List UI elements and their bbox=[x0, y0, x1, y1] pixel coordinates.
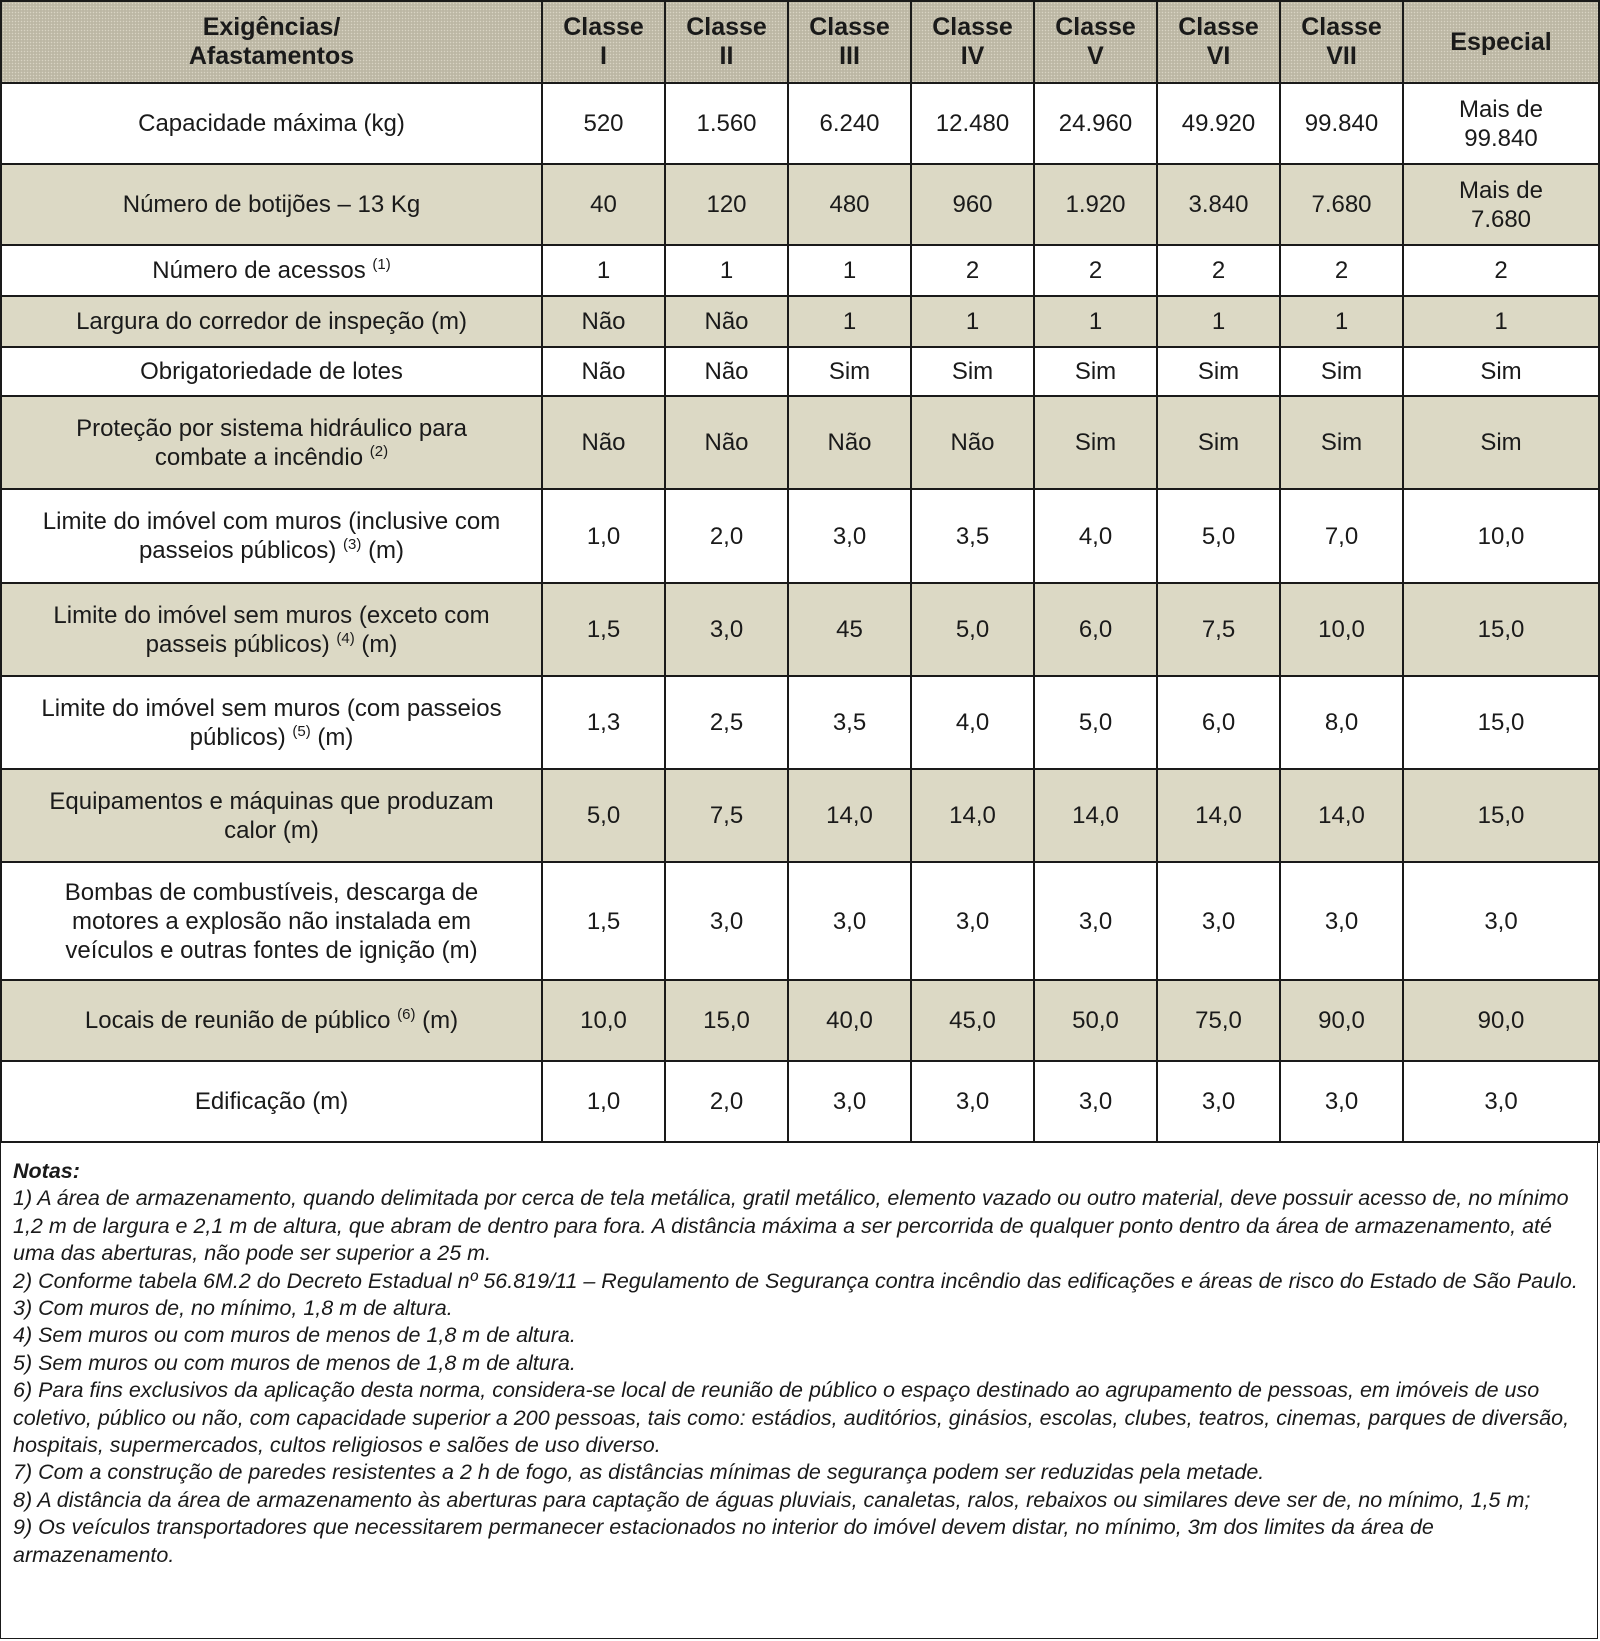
value-cell: 1,0 bbox=[542, 1061, 665, 1142]
row-label-text: passeios públicos) bbox=[138, 537, 337, 564]
value-cell: Sim bbox=[1280, 347, 1403, 396]
value-cell: 1 bbox=[911, 296, 1034, 347]
value-cell: 45,0 bbox=[911, 980, 1034, 1061]
value-cell: 3,0 bbox=[1157, 1061, 1280, 1142]
value-cell: 120 bbox=[665, 164, 788, 245]
value-cell: 10,0 bbox=[1280, 583, 1403, 676]
row-label-text: Proteção por sistema hidráulico para bbox=[76, 414, 467, 442]
footnote-reference: (1) bbox=[372, 256, 391, 273]
value-cell: 14,0 bbox=[911, 769, 1034, 862]
row-label-text: Bombas de combustíveis, descarga de bbox=[64, 878, 479, 906]
header-class-vii bbox=[1280, 1, 1403, 83]
header-text: II bbox=[719, 42, 734, 70]
header-text: Classe bbox=[1301, 13, 1382, 41]
value-cell: Sim bbox=[1034, 396, 1157, 489]
table-row bbox=[1, 862, 1599, 980]
value-cell: 6.240 bbox=[788, 83, 911, 164]
note-item: 3) Com muros de, no mínimo, 1,8 m de altura. bbox=[13, 1296, 453, 1321]
row-label-text: motores a explosão não instalada em bbox=[72, 907, 471, 935]
table-row bbox=[1, 83, 1599, 164]
header-text: Classe bbox=[686, 13, 767, 41]
row-label-text: Equipamentos e máquinas que produzam bbox=[49, 787, 494, 815]
value-cell: 5,0 bbox=[542, 769, 665, 862]
value-cell: 45 bbox=[788, 583, 911, 676]
table-row bbox=[1, 164, 1599, 245]
value-cell: Sim bbox=[1157, 347, 1280, 396]
table-row bbox=[1, 245, 1599, 296]
notes-section bbox=[13, 1158, 1589, 1569]
value-cell: 3,0 bbox=[1034, 1061, 1157, 1142]
row-label-text: Capacidade máxima (kg) bbox=[138, 110, 405, 137]
value-cell: 4,0 bbox=[1034, 489, 1157, 583]
header-class-ii bbox=[665, 1, 788, 83]
row-label bbox=[1, 980, 542, 1061]
value-cell: 10,0 bbox=[542, 980, 665, 1061]
value-cell: Não bbox=[665, 347, 788, 396]
header-class-v bbox=[1034, 1, 1157, 83]
value-cell: 7,5 bbox=[665, 769, 788, 862]
value-cell: 1.560 bbox=[665, 83, 788, 164]
row-label-text: Número de acessos bbox=[152, 257, 366, 284]
value-cell: 5,0 bbox=[1157, 489, 1280, 583]
row-label-text: Obrigatoriedade de lotes bbox=[140, 358, 403, 385]
row-label-unit: (m) bbox=[317, 723, 354, 751]
header-row bbox=[1, 1, 1599, 83]
value-cell: 3,0 bbox=[788, 489, 911, 583]
row-label-text: públicos) bbox=[189, 723, 286, 751]
value-cell: 15,0 bbox=[665, 980, 788, 1061]
note-item: 2) Conforme tabela 6M.2 do Decreto Estadual nº 56.819/11 – Regulamento de Segurança contra incêndio das edificações e áreas de risco do Estado de São Paulo. bbox=[13, 1268, 1578, 1293]
value-cell: 1,5 bbox=[542, 862, 665, 980]
value-cell: Não bbox=[542, 296, 665, 347]
row-label bbox=[1, 296, 542, 347]
row-label-text: Limite do imóvel sem muros (com passeios bbox=[41, 694, 502, 722]
row-label-unit: (m) bbox=[361, 630, 398, 658]
value-cell: 1,3 bbox=[542, 676, 665, 769]
value-cell: Sim bbox=[1034, 347, 1157, 396]
value-cell: 2 bbox=[1034, 245, 1157, 296]
note-item: 5) Sem muros ou com muros de menos de 1,8 m de altura. bbox=[13, 1350, 576, 1375]
special-cell: 3,0 bbox=[1403, 1061, 1599, 1142]
value-cell: 3,0 bbox=[1280, 862, 1403, 980]
special-text: Mais de bbox=[1458, 176, 1544, 204]
value-cell: 99.840 bbox=[1280, 83, 1403, 164]
header-text: VII bbox=[1326, 42, 1357, 70]
header-class-i bbox=[542, 1, 665, 83]
row-label-text: veículos e outras fontes de ignição (m) bbox=[65, 936, 478, 964]
value-cell: Não bbox=[665, 396, 788, 489]
value-cell: 12.480 bbox=[911, 83, 1034, 164]
special-cell bbox=[1403, 164, 1599, 245]
value-cell: 14,0 bbox=[788, 769, 911, 862]
row-label bbox=[1, 769, 542, 862]
value-cell: Sim bbox=[1280, 396, 1403, 489]
value-cell: 480 bbox=[788, 164, 911, 245]
special-text: 99.840 bbox=[1464, 124, 1538, 152]
value-cell: 1 bbox=[1280, 296, 1403, 347]
value-cell: Não bbox=[665, 296, 788, 347]
special-cell: 3,0 bbox=[1403, 862, 1599, 980]
value-cell: 7,5 bbox=[1157, 583, 1280, 676]
value-cell: 3,0 bbox=[1280, 1061, 1403, 1142]
special-cell: 1 bbox=[1403, 296, 1599, 347]
row-label bbox=[1, 489, 542, 583]
value-cell: 50,0 bbox=[1034, 980, 1157, 1061]
header-text: Classe bbox=[809, 13, 890, 41]
value-cell: 1 bbox=[1157, 296, 1280, 347]
value-cell: Sim bbox=[788, 347, 911, 396]
header-text: Classe bbox=[563, 13, 644, 41]
header-text: Especial bbox=[1450, 27, 1552, 56]
footnote-reference: (4) bbox=[336, 629, 355, 647]
value-cell: Sim bbox=[911, 347, 1034, 396]
value-cell: 2,0 bbox=[665, 489, 788, 583]
special-cell: Sim bbox=[1403, 347, 1599, 396]
value-cell: 1,5 bbox=[542, 583, 665, 676]
row-label-text: combate a incêndio bbox=[154, 443, 364, 471]
header-class-vi bbox=[1157, 1, 1280, 83]
value-cell: Não bbox=[542, 347, 665, 396]
value-cell: 7,0 bbox=[1280, 489, 1403, 583]
header-text: I bbox=[600, 42, 607, 70]
note-item: 9) Os veículos transportadores que necessitarem permanecer estacionados no interior do imóvel devem distar, no mínimo, 3m dos limites da área de armazenamento. bbox=[13, 1515, 1434, 1567]
note-item: 7) Com a construção de paredes resistentes a 2 h de fogo, as distâncias mínimas de segurança podem ser reduzidas pela metade. bbox=[13, 1460, 1265, 1485]
header-class-iv bbox=[911, 1, 1034, 83]
value-cell: 14,0 bbox=[1157, 769, 1280, 862]
value-cell: 1,0 bbox=[542, 489, 665, 583]
header-text: VI bbox=[1206, 42, 1231, 70]
value-cell: 6,0 bbox=[1034, 583, 1157, 676]
value-cell: 2 bbox=[1157, 245, 1280, 296]
value-cell: 5,0 bbox=[1034, 676, 1157, 769]
value-cell: 2,5 bbox=[665, 676, 788, 769]
row-label-unit: (m) bbox=[368, 537, 405, 564]
value-cell: 40 bbox=[542, 164, 665, 245]
value-cell: 1 bbox=[665, 245, 788, 296]
value-cell: 5,0 bbox=[911, 583, 1034, 676]
value-cell: 6,0 bbox=[1157, 676, 1280, 769]
row-label-text: Limite do imóvel com muros (inclusive com bbox=[42, 508, 501, 535]
row-label bbox=[1, 164, 542, 245]
row-label-text: Largura do corredor de inspeção (m) bbox=[76, 308, 467, 335]
value-cell: 3,0 bbox=[788, 862, 911, 980]
value-cell: 3,0 bbox=[665, 583, 788, 676]
header-class-iii bbox=[788, 1, 911, 83]
table-row bbox=[1, 980, 1599, 1061]
row-label bbox=[1, 396, 542, 489]
value-cell: 520 bbox=[542, 83, 665, 164]
table-body bbox=[1, 83, 1599, 1142]
value-cell: 3,0 bbox=[1034, 862, 1157, 980]
notes-title: Notas: bbox=[13, 1159, 80, 1183]
value-cell: 3,0 bbox=[911, 862, 1034, 980]
header-text: V bbox=[1087, 42, 1104, 70]
special-cell: 2 bbox=[1403, 245, 1599, 296]
value-cell: 2 bbox=[1280, 245, 1403, 296]
value-cell: 3.840 bbox=[1157, 164, 1280, 245]
row-label-text: Locais de reunião de público bbox=[84, 1007, 391, 1034]
header-requirements bbox=[1, 1, 542, 83]
value-cell: 3,0 bbox=[1157, 862, 1280, 980]
value-cell: 4,0 bbox=[911, 676, 1034, 769]
footnote-reference: (5) bbox=[292, 722, 311, 740]
special-cell: 15,0 bbox=[1403, 676, 1599, 769]
row-label-text: Edificação (m) bbox=[194, 1088, 349, 1115]
header-text: Classe bbox=[1178, 13, 1259, 41]
special-cell bbox=[1403, 83, 1599, 164]
value-cell: 90,0 bbox=[1280, 980, 1403, 1061]
row-label-unit: (m) bbox=[422, 1007, 459, 1034]
row-label-text: Número de botijões – 13 Kg bbox=[122, 191, 421, 218]
special-cell: 15,0 bbox=[1403, 769, 1599, 862]
row-label bbox=[1, 676, 542, 769]
value-cell: 24.960 bbox=[1034, 83, 1157, 164]
table-row bbox=[1, 583, 1599, 676]
table-row bbox=[1, 676, 1599, 769]
special-cell: 90,0 bbox=[1403, 980, 1599, 1061]
header-text: III bbox=[839, 42, 860, 70]
value-cell: 960 bbox=[911, 164, 1034, 245]
note-item: 8) A distância da área de armazenamento às aberturas para captação de águas pluviais, canaletas, ralos, rebaixos ou similares deve ser de, no mínimo, 1,5 m; bbox=[13, 1487, 1531, 1512]
row-label bbox=[1, 862, 542, 980]
value-cell: 3,0 bbox=[665, 862, 788, 980]
value-cell: 8,0 bbox=[1280, 676, 1403, 769]
table-row bbox=[1, 396, 1599, 489]
header-text: IV bbox=[960, 42, 985, 70]
table-row bbox=[1, 769, 1599, 862]
note-item: 6) Para fins exclusivos da aplicação desta norma, considera-se local de reunião de público o espaço destinado ao agrupamento de pessoas, em imóveis de uso coletivo, público ou não, com capacidade superior a 200 pessoas, tais como: estádios, auditórios, ginásios, escolas, clubes, teatros, cinemas, parques de diversão, hospitais, supermercados, cultos religiosos e salões de uso diverso. bbox=[13, 1378, 1570, 1458]
value-cell: 7.680 bbox=[1280, 164, 1403, 245]
value-cell: Sim bbox=[1157, 396, 1280, 489]
row-label bbox=[1, 245, 542, 296]
row-label bbox=[1, 583, 542, 676]
special-text: 7.680 bbox=[1470, 205, 1532, 233]
note-item: 1) A área de armazenamento, quando delimitada por cerca de tela metálica, gratil metálico, elemento vazado ou outro material, deve possuir acesso de, no mínimo 1,2 m de largura e 2,1 m de altura, que abram de dentro para fora. A distância máxima a ser percorrida de qualquer ponto dentro da área de armazenamento, até uma das aberturas, não pode ser superior a 25 m. bbox=[13, 1186, 1569, 1266]
value-cell: 1 bbox=[788, 245, 911, 296]
value-cell: 2 bbox=[911, 245, 1034, 296]
header-text: Afastamentos bbox=[188, 42, 355, 70]
table-row bbox=[1, 296, 1599, 347]
footnote-reference: (2) bbox=[369, 442, 389, 460]
header-special bbox=[1403, 1, 1599, 83]
value-cell: 2,0 bbox=[665, 1061, 788, 1142]
row-label-text: Limite do imóvel sem muros (exceto com bbox=[53, 601, 490, 629]
special-cell: 10,0 bbox=[1403, 489, 1599, 583]
value-cell: 3,0 bbox=[911, 1061, 1034, 1142]
value-cell: Não bbox=[788, 396, 911, 489]
value-cell: Não bbox=[911, 396, 1034, 489]
value-cell: Não bbox=[542, 396, 665, 489]
value-cell: 49.920 bbox=[1157, 83, 1280, 164]
value-cell: 1 bbox=[788, 296, 911, 347]
footnote-reference: (6) bbox=[397, 1006, 416, 1023]
header-text: Exigências/ bbox=[202, 13, 341, 41]
value-cell: 3,0 bbox=[788, 1061, 911, 1142]
row-label bbox=[1, 1061, 542, 1142]
value-cell: 75,0 bbox=[1157, 980, 1280, 1061]
value-cell: 3,5 bbox=[788, 676, 911, 769]
table-row bbox=[1, 1061, 1599, 1142]
value-cell: 3,5 bbox=[911, 489, 1034, 583]
special-text: Mais de bbox=[1458, 95, 1544, 123]
special-cell: Sim bbox=[1403, 396, 1599, 489]
value-cell: 14,0 bbox=[1034, 769, 1157, 862]
value-cell: 40,0 bbox=[788, 980, 911, 1061]
footnote-reference: (3) bbox=[343, 536, 362, 553]
header-text: Classe bbox=[1055, 13, 1136, 41]
row-label bbox=[1, 83, 542, 164]
header-text: Classe bbox=[932, 13, 1013, 41]
table-row bbox=[1, 489, 1599, 583]
row-label-text: passeis públicos) bbox=[145, 630, 330, 658]
value-cell: 14,0 bbox=[1280, 769, 1403, 862]
row-label bbox=[1, 347, 542, 396]
row-label-text: calor (m) bbox=[224, 816, 319, 844]
value-cell: 1 bbox=[542, 245, 665, 296]
value-cell: 1.920 bbox=[1034, 164, 1157, 245]
notes-list bbox=[13, 1185, 1589, 1569]
note-item: 4) Sem muros ou com muros de menos de 1,8 m de altura. bbox=[13, 1323, 576, 1348]
table-row bbox=[1, 347, 1599, 396]
value-cell: 1 bbox=[1034, 296, 1157, 347]
special-cell: 15,0 bbox=[1403, 583, 1599, 676]
